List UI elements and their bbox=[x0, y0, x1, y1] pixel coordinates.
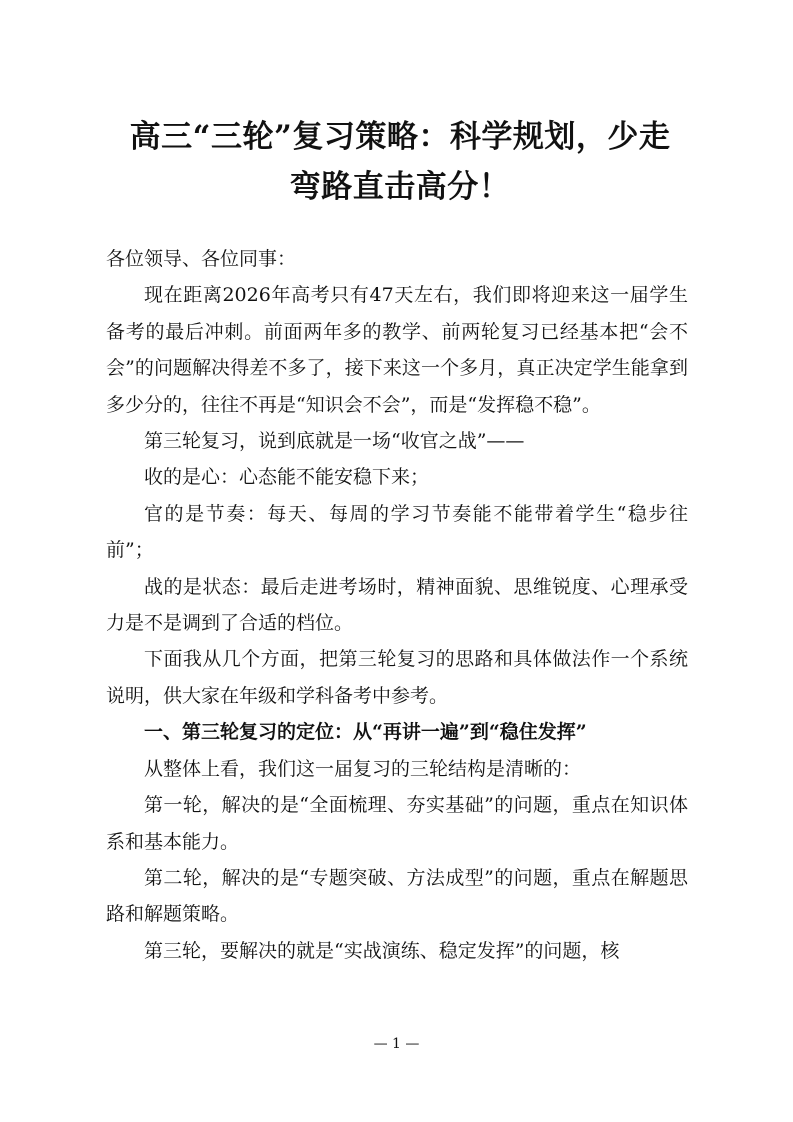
page-number: — 1 — bbox=[373, 1036, 420, 1052]
document-body bbox=[106, 241, 688, 969]
paragraph: 现在距离2026年高考只有47天左右，我们即将迎来这一届学生备考的最后冲刺。前面两年多的教学、前两轮复习已经基本把“会不会”的问题解决得差不多了，接下来这一个多月，真正决定学生能拿到多少分的，往往不再是“知识会不会”，而是“发挥稳不稳”。 bbox=[106, 284, 688, 416]
paragraph: 第三轮，要解决的就是“实战演练、稳定发挥”的问题，核 bbox=[144, 939, 620, 962]
salutation: 各位领导、各位同事： bbox=[106, 248, 297, 270]
paragraph: 第二轮，解决的是“专题突破、方法成型”的问题，重点在解题思路和解题策略。 bbox=[106, 866, 688, 926]
paragraph: 收的是心：心态能不能安稳下来； bbox=[144, 466, 430, 489]
section-heading: 一、第三轮复习的定位：从“再讲一遍”到“稳住发挥” bbox=[144, 721, 587, 744]
paragraph: 下面我从几个方面，把第三轮复习的思路和具体做法作一个系统说明，供大家在年级和学科备考中参考。 bbox=[106, 648, 688, 707]
document-title bbox=[105, 112, 695, 212]
paragraph: 官的是节奏：每天、每周的学习节奏能不能带着学生“稳步往前”； bbox=[106, 502, 688, 562]
paragraph: 战的是状态：最后走进考场时，精神面貌、思维锐度、心理承受力是不是调到了合适的档位。 bbox=[106, 575, 688, 635]
paragraph: 第三轮复习，说到底就是一场“收官之战”—— bbox=[144, 430, 525, 453]
paragraph: 第一轮，解决的是“全面梳理、夯实基础”的问题，重点在知识体系和基本能力。 bbox=[106, 794, 688, 853]
paragraph: 从整体上看，我们这一届复习的三轮结构是清晰的： bbox=[144, 757, 582, 780]
title-line-1: 高三“三轮”复习策略：科学规划，少走 bbox=[129, 119, 671, 155]
title-line-2: 弯路直击高分！ bbox=[289, 169, 511, 205]
